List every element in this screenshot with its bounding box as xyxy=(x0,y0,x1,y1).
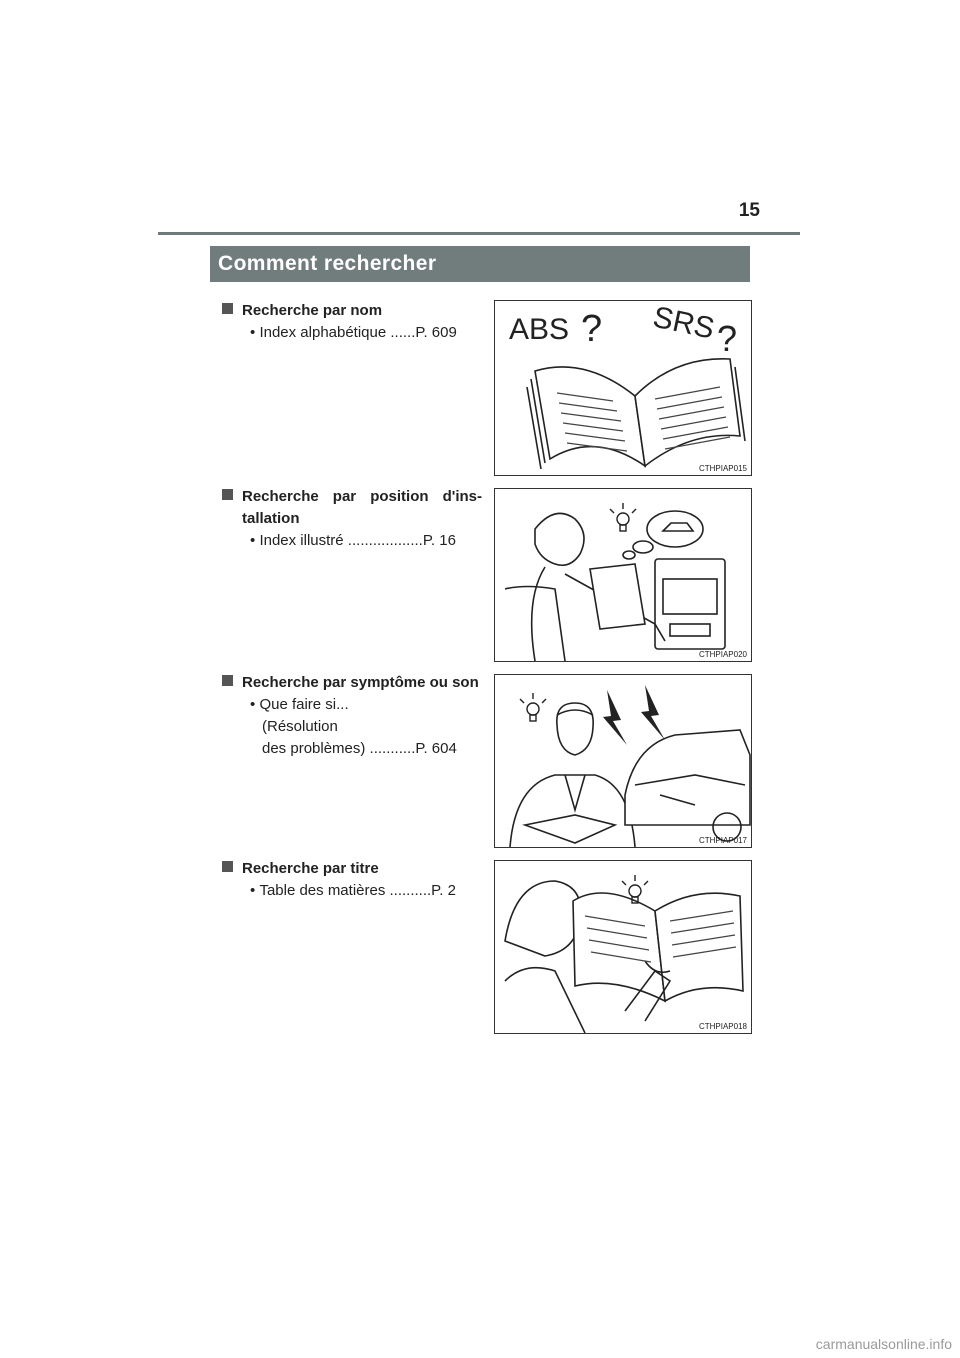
entry-title: Recherche par symptôme ou son xyxy=(242,674,479,691)
bullet: • xyxy=(250,324,256,341)
entry-search-by-name xyxy=(222,300,482,344)
srs-label: SRS xyxy=(650,301,718,346)
square-bullet-icon xyxy=(222,303,233,314)
bullet: • xyxy=(250,532,256,549)
entry-search-by-position xyxy=(222,486,482,552)
index-text: Que faire si... xyxy=(259,696,349,713)
entry-search-by-title xyxy=(222,858,482,902)
car-alert-icon xyxy=(495,675,751,847)
square-bullet-icon xyxy=(222,489,233,500)
lightbulb-icon xyxy=(520,693,546,721)
figure-code: CTHPIAP020 xyxy=(698,650,747,659)
top-rule xyxy=(158,232,800,235)
open-book-icon xyxy=(495,301,751,475)
index-link[interactable]: Table des matières ..........P. 2 xyxy=(259,882,456,899)
illustration-symptom-sound xyxy=(494,674,752,848)
entry-title: Recherche par position d'ins-tallation xyxy=(242,488,482,527)
abs-label: ABS xyxy=(509,313,570,346)
section-title: Comment rechercher xyxy=(210,246,750,282)
entry-search-by-symptom xyxy=(222,672,482,760)
figure-code: CTHPIAP018 xyxy=(698,1022,747,1031)
index-link[interactable]: des problèmes) ...........P. 604 xyxy=(262,740,457,757)
driver-dashboard-icon xyxy=(495,489,751,661)
index-link[interactable]: Index illustré ..................P. 16 xyxy=(259,532,456,549)
index-link[interactable]: Index alphabétique ......P. 609 xyxy=(259,324,457,341)
illustration-table-of-contents xyxy=(494,860,752,1034)
watermark: carmanualsonline.info xyxy=(815,1336,952,1352)
figure-code: CTHPIAP015 xyxy=(698,464,747,473)
illustration-driver-dashboard xyxy=(494,488,752,662)
square-bullet-icon xyxy=(222,861,233,872)
index-text: (Résolution xyxy=(262,718,338,735)
svg-text:?: ? xyxy=(717,318,738,359)
bullet: • xyxy=(250,882,256,899)
svg-text:?: ? xyxy=(581,308,603,350)
square-bullet-icon xyxy=(222,675,233,686)
illustration-open-book-abs-srs xyxy=(494,300,752,476)
entry-title: Recherche par titre xyxy=(242,860,379,877)
bullet: • xyxy=(250,696,256,713)
page-number: 15 xyxy=(738,200,760,221)
lightbulb-icon xyxy=(610,503,636,531)
reading-book-icon xyxy=(495,861,751,1033)
figure-code: CTHPIAP017 xyxy=(698,836,747,845)
entry-title: Recherche par nom xyxy=(242,302,383,319)
